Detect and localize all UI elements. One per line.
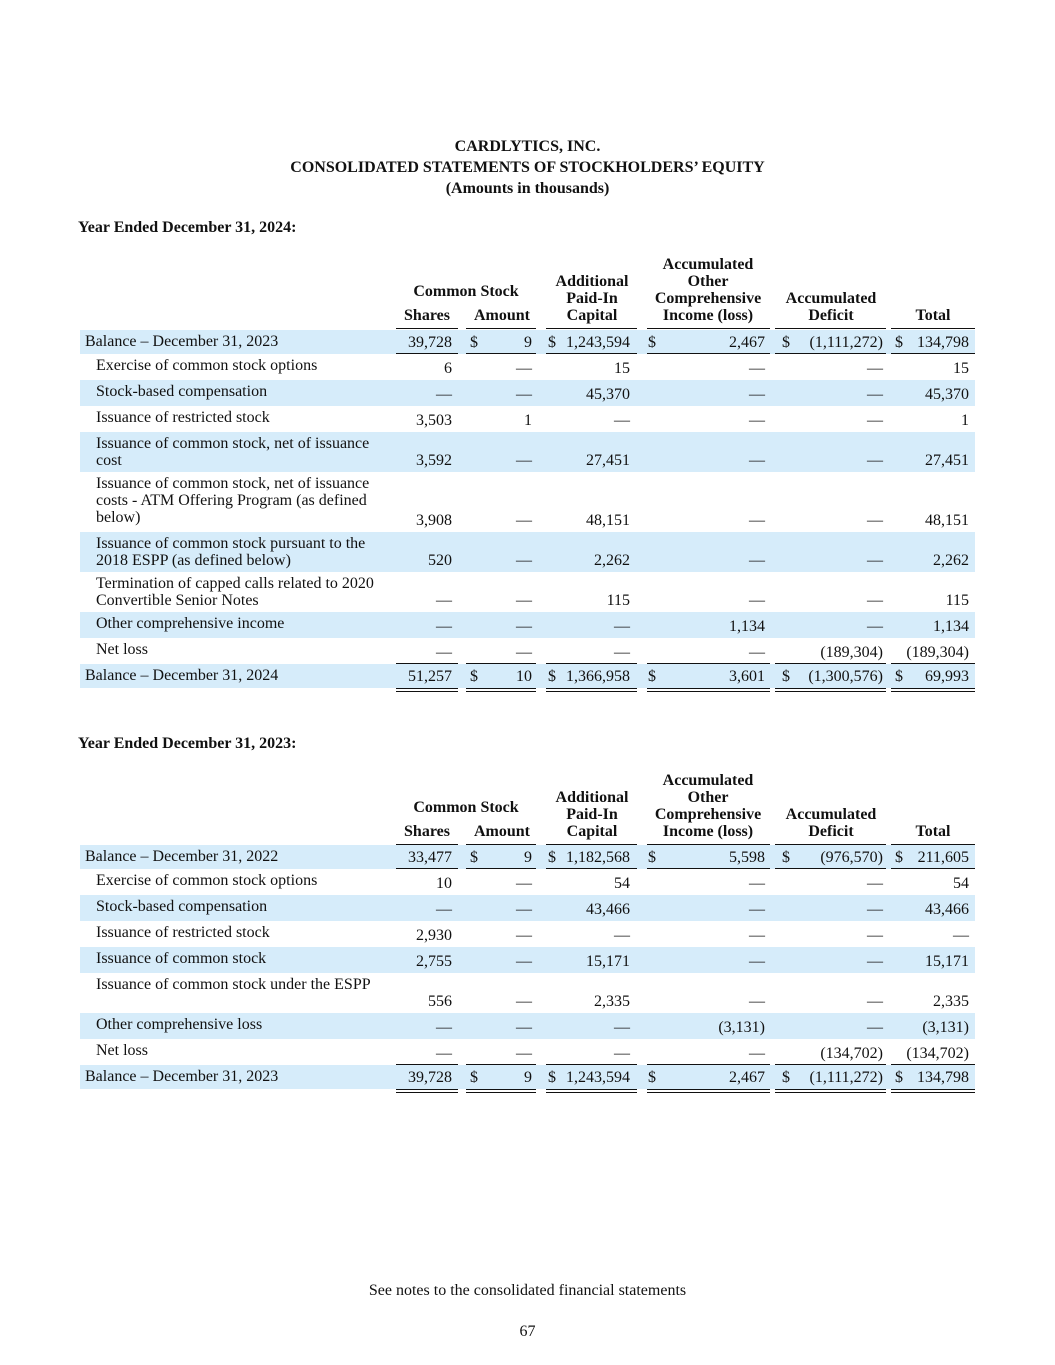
cell-apic: 1,366,958: [566, 668, 630, 685]
company-name: CARDLYTICS, INC.: [454, 138, 601, 155]
cell-amount: —: [516, 618, 532, 635]
cell-aoci: 2,467: [729, 1069, 765, 1086]
cell-amount: —: [516, 993, 532, 1010]
total-double-underline: [647, 1089, 770, 1093]
cell-deficit: —: [867, 452, 883, 469]
cell-shares: 2,930: [416, 927, 452, 944]
cell-shares: 520: [428, 552, 452, 569]
cell-total: 27,451: [925, 452, 969, 469]
cell-amount: —: [516, 875, 532, 892]
cell-deficit: —: [867, 552, 883, 569]
cell-total: (3,131): [922, 1019, 969, 1036]
cell-aoci: —: [749, 1045, 765, 1062]
table-row: [80, 921, 975, 947]
cell-aoci: —: [749, 927, 765, 944]
cell-apic: 2,335: [594, 993, 630, 1010]
cell-deficit: (976,570): [820, 849, 883, 866]
cell-deficit: —: [867, 386, 883, 403]
header-apic: Paid-In: [566, 290, 618, 307]
row-label: Issuance of common stock under the ESPP: [96, 976, 371, 993]
statement-title: CONSOLIDATED STATEMENTS OF STOCKHOLDERS’ EQUITY: [290, 159, 765, 176]
cell-aoci: (3,131): [718, 1019, 765, 1036]
row-label: Net loss: [96, 1042, 148, 1059]
cell-deficit: —: [867, 618, 883, 635]
header-underline: [647, 328, 770, 329]
dollar-sign: $: [548, 668, 556, 685]
column-headers: [80, 256, 975, 330]
table-row: [80, 973, 975, 1013]
total-double-underline: [466, 688, 536, 692]
cell-shares: —: [436, 386, 452, 403]
cell-total: 48,151: [925, 512, 969, 529]
total-double-underline: [775, 688, 886, 692]
cell-shares: 3,503: [416, 412, 452, 429]
table-row: [80, 354, 975, 380]
cell-deficit: —: [867, 592, 883, 609]
cell-apic: 43,466: [586, 901, 630, 918]
header-aoci: Accumulated: [662, 772, 754, 789]
cell-deficit: —: [867, 412, 883, 429]
cell-apic: 48,151: [586, 512, 630, 529]
cell-aoci: —: [749, 901, 765, 918]
row-label: Balance – December 31, 2024: [85, 667, 279, 684]
balance-row: [80, 664, 975, 688]
cell-shares: —: [436, 1045, 452, 1062]
header-underline: [891, 328, 975, 329]
cell-aoci: —: [749, 644, 765, 661]
cell-shares: 39,728: [408, 334, 452, 351]
row-label: Exercise of common stock options: [96, 357, 318, 374]
cell-shares: 3,908: [416, 512, 452, 529]
cell-apic: 1,182,568: [566, 849, 630, 866]
balance-row: [80, 845, 975, 869]
dollar-sign: $: [782, 668, 790, 685]
cell-amount: —: [516, 592, 532, 609]
cell-shares: —: [436, 901, 452, 918]
header-total: Total: [915, 307, 951, 324]
cell-total: 2,335: [933, 993, 969, 1010]
header-deficit: Deficit: [808, 823, 854, 840]
cell-total: —: [953, 927, 969, 944]
dollar-sign: $: [470, 849, 478, 866]
header-common-stock: Common Stock: [413, 283, 519, 300]
cell-total: 45,370: [925, 386, 969, 403]
row-label: Other comprehensive income: [96, 615, 285, 632]
cell-aoci: —: [749, 452, 765, 469]
header-underline: [546, 328, 637, 329]
cell-aoci: —: [749, 875, 765, 892]
cell-amount: —: [516, 1019, 532, 1036]
footer-note: See notes to the consolidated financial statements: [368, 1282, 687, 1299]
total-double-underline: [396, 1089, 458, 1093]
total-double-underline: [546, 688, 637, 692]
page-number: 67: [519, 1323, 536, 1340]
cell-aoci: 5,598: [729, 849, 765, 866]
header-apic: Capital: [566, 823, 618, 840]
total-double-underline: [647, 688, 770, 692]
header-aoci: Comprehensive: [654, 290, 762, 307]
header-apic: Paid-In: [566, 806, 618, 823]
header-deficit: Deficit: [808, 307, 854, 324]
section-title: Year Ended December 31, 2024:: [78, 219, 297, 236]
dollar-sign: $: [648, 668, 656, 685]
total-double-underline: [546, 1089, 637, 1093]
cell-aoci: —: [749, 953, 765, 970]
cell-apic: 15,171: [586, 953, 630, 970]
table-row: [80, 1013, 975, 1039]
cell-deficit: (134,702): [820, 1045, 883, 1062]
cell-shares: 2,755: [416, 953, 452, 970]
cell-aoci: —: [749, 412, 765, 429]
cell-total: 69,993: [925, 668, 969, 685]
header-amount: Amount: [473, 823, 530, 840]
table-row: [80, 472, 975, 532]
dollar-sign: $: [895, 334, 903, 351]
equity-table: [80, 845, 975, 1089]
header-aoci: Accumulated: [662, 256, 754, 273]
header-aoci: Comprehensive: [654, 806, 762, 823]
total-double-underline: [891, 688, 975, 692]
cell-deficit: —: [867, 1019, 883, 1036]
header-amount: Amount: [473, 307, 530, 324]
cell-apic: 45,370: [586, 386, 630, 403]
cell-amount: —: [516, 512, 532, 529]
cell-shares: 10: [436, 875, 452, 892]
header-apic: Additional: [555, 789, 629, 806]
cell-apic: 2,262: [594, 552, 630, 569]
cell-deficit: (1,300,576): [808, 668, 883, 685]
cell-total: (189,304): [906, 644, 969, 661]
header-apic: Additional: [555, 273, 629, 290]
dollar-sign: $: [548, 849, 556, 866]
cell-aoci: —: [749, 360, 765, 377]
row-label: Exercise of common stock options: [96, 872, 318, 889]
cell-apic: —: [614, 644, 630, 661]
cell-aoci: 3,601: [729, 668, 765, 685]
header-underline: [396, 328, 458, 329]
header-deficit: Accumulated: [785, 806, 877, 823]
table-row: [80, 1039, 975, 1065]
cell-apic: —: [614, 618, 630, 635]
cell-aoci: 1,134: [729, 618, 765, 635]
dollar-sign: $: [782, 1069, 790, 1086]
header-aoci: Other: [687, 789, 729, 806]
dollar-sign: $: [782, 849, 790, 866]
balance-row: [80, 330, 975, 354]
table-row: [80, 406, 975, 432]
table-row: [80, 947, 975, 973]
row-label: Balance – December 31, 2023: [85, 333, 279, 350]
cell-amount: —: [516, 452, 532, 469]
units-note: (Amounts in thousands): [445, 180, 610, 197]
cell-apic: 54: [614, 875, 630, 892]
cell-shares: 3,592: [416, 452, 452, 469]
header-aoci: Other: [687, 273, 729, 290]
header-aoci: Income (loss): [662, 307, 754, 324]
cell-total: 134,798: [917, 334, 969, 351]
header-shares: Shares: [404, 823, 450, 840]
cell-deficit: —: [867, 993, 883, 1010]
cell-shares: —: [436, 644, 452, 661]
dollar-sign: $: [648, 1069, 656, 1086]
dollar-sign: $: [548, 1069, 556, 1086]
total-double-underline: [775, 1089, 886, 1093]
cell-apic: 15: [614, 360, 630, 377]
cell-deficit: —: [867, 875, 883, 892]
cell-apic: —: [614, 1019, 630, 1036]
cell-amount: —: [516, 901, 532, 918]
cell-apic: 1,243,594: [566, 334, 630, 351]
cell-aoci: —: [749, 552, 765, 569]
cell-shares: —: [436, 618, 452, 635]
dollar-sign: $: [548, 334, 556, 351]
cell-total: 211,605: [917, 849, 969, 866]
cell-shares: 39,728: [408, 1069, 452, 1086]
total-double-underline: [466, 1089, 536, 1093]
dollar-sign: $: [648, 849, 656, 866]
cell-apic: 1,243,594: [566, 1069, 630, 1086]
header-common-stock: Common Stock: [413, 799, 519, 816]
header-total: Total: [915, 823, 951, 840]
cell-deficit: (189,304): [820, 644, 883, 661]
cell-apic: 115: [606, 592, 630, 609]
cell-shares: 556: [428, 993, 452, 1010]
total-double-underline: [396, 688, 458, 692]
column-headers: [80, 772, 975, 846]
table-row: [80, 532, 975, 572]
cell-amount: 1: [524, 412, 532, 429]
cell-shares: —: [436, 592, 452, 609]
table-row: [80, 869, 975, 895]
cell-total: 134,798: [917, 1069, 969, 1086]
cell-deficit: (1,111,272): [809, 1069, 883, 1086]
table-row: [80, 432, 975, 472]
cell-total: 2,262: [933, 552, 969, 569]
cell-total: 54: [953, 875, 969, 892]
cell-total: 115: [945, 592, 969, 609]
cell-deficit: (1,111,272): [809, 334, 883, 351]
table-row: [80, 612, 975, 638]
cell-apic: —: [614, 1045, 630, 1062]
cell-amount: —: [516, 953, 532, 970]
cell-aoci: —: [749, 512, 765, 529]
table-row: [80, 895, 975, 921]
row-label: Issuance of restricted stock: [96, 409, 270, 426]
header-underline: [466, 328, 536, 329]
table-row: [80, 572, 975, 612]
cell-apic: —: [614, 927, 630, 944]
equity-table: [80, 330, 975, 688]
dollar-sign: $: [470, 334, 478, 351]
header-underline: [775, 328, 886, 329]
cell-amount: 9: [524, 334, 532, 351]
cell-apic: —: [614, 412, 630, 429]
balance-row: [80, 1065, 975, 1089]
cell-total: 15,171: [925, 953, 969, 970]
cell-total: 1,134: [933, 618, 969, 635]
cell-deficit: —: [867, 927, 883, 944]
row-label: Issuance of restricted stock: [96, 924, 270, 941]
dollar-sign: $: [470, 668, 478, 685]
row-label: Stock-based compensation: [96, 898, 268, 915]
cell-shares: —: [436, 1019, 452, 1036]
cell-deficit: —: [867, 953, 883, 970]
cell-amount: —: [516, 644, 532, 661]
cell-amount: —: [516, 1045, 532, 1062]
cell-amount: —: [516, 360, 532, 377]
section-title: Year Ended December 31, 2023:: [78, 735, 297, 752]
cell-aoci: —: [749, 993, 765, 1010]
row-label: Issuance of common stock: [96, 950, 267, 967]
cell-amount: —: [516, 927, 532, 944]
dollar-sign: $: [895, 668, 903, 685]
cell-amount: —: [516, 386, 532, 403]
dollar-sign: $: [895, 1069, 903, 1086]
row-label: Balance – December 31, 2022: [85, 848, 279, 865]
dollar-sign: $: [648, 334, 656, 351]
row-label: Balance – December 31, 2023: [85, 1068, 279, 1085]
cell-amount: 9: [524, 1069, 532, 1086]
cell-amount: 10: [516, 668, 532, 685]
row-label: Issuance of common stock pursuant to the 2018 ESPP (as defined below): [96, 535, 366, 569]
header-apic: Capital: [566, 307, 618, 324]
row-label: Stock-based compensation: [96, 383, 268, 400]
cell-shares: 33,477: [408, 849, 452, 866]
cell-amount: 9: [524, 849, 532, 866]
cell-aoci: —: [749, 386, 765, 403]
cell-apic: 27,451: [586, 452, 630, 469]
header-shares: Shares: [404, 307, 450, 324]
cell-deficit: —: [867, 512, 883, 529]
header-aoci: Income (loss): [662, 823, 754, 840]
cell-total: 1: [961, 412, 969, 429]
cell-shares: 6: [444, 360, 452, 377]
total-double-underline: [891, 1089, 975, 1093]
cell-shares: 51,257: [408, 668, 452, 685]
row-label: Issuance of common stock, net of issuance cost: [96, 435, 370, 469]
cell-deficit: —: [867, 360, 883, 377]
table-row: [80, 380, 975, 406]
cell-aoci: —: [749, 592, 765, 609]
table-row: [80, 638, 975, 664]
cell-total: 43,466: [925, 901, 969, 918]
cell-total: (134,702): [906, 1045, 969, 1062]
cell-amount: —: [516, 552, 532, 569]
row-label: Issuance of common stock, net of issuance costs - ATM Offering Program (as defined below): [96, 475, 370, 526]
cell-aoci: 2,467: [729, 334, 765, 351]
cell-deficit: —: [867, 901, 883, 918]
row-label: Net loss: [96, 641, 148, 658]
row-label: Other comprehensive loss: [96, 1016, 263, 1033]
dollar-sign: $: [470, 1069, 478, 1086]
dollar-sign: $: [895, 849, 903, 866]
row-label: Termination of capped calls related to 2020 Convertible Senior Notes: [96, 575, 374, 609]
dollar-sign: $: [782, 334, 790, 351]
header-deficit: Accumulated: [785, 290, 877, 307]
cell-total: 15: [953, 360, 969, 377]
